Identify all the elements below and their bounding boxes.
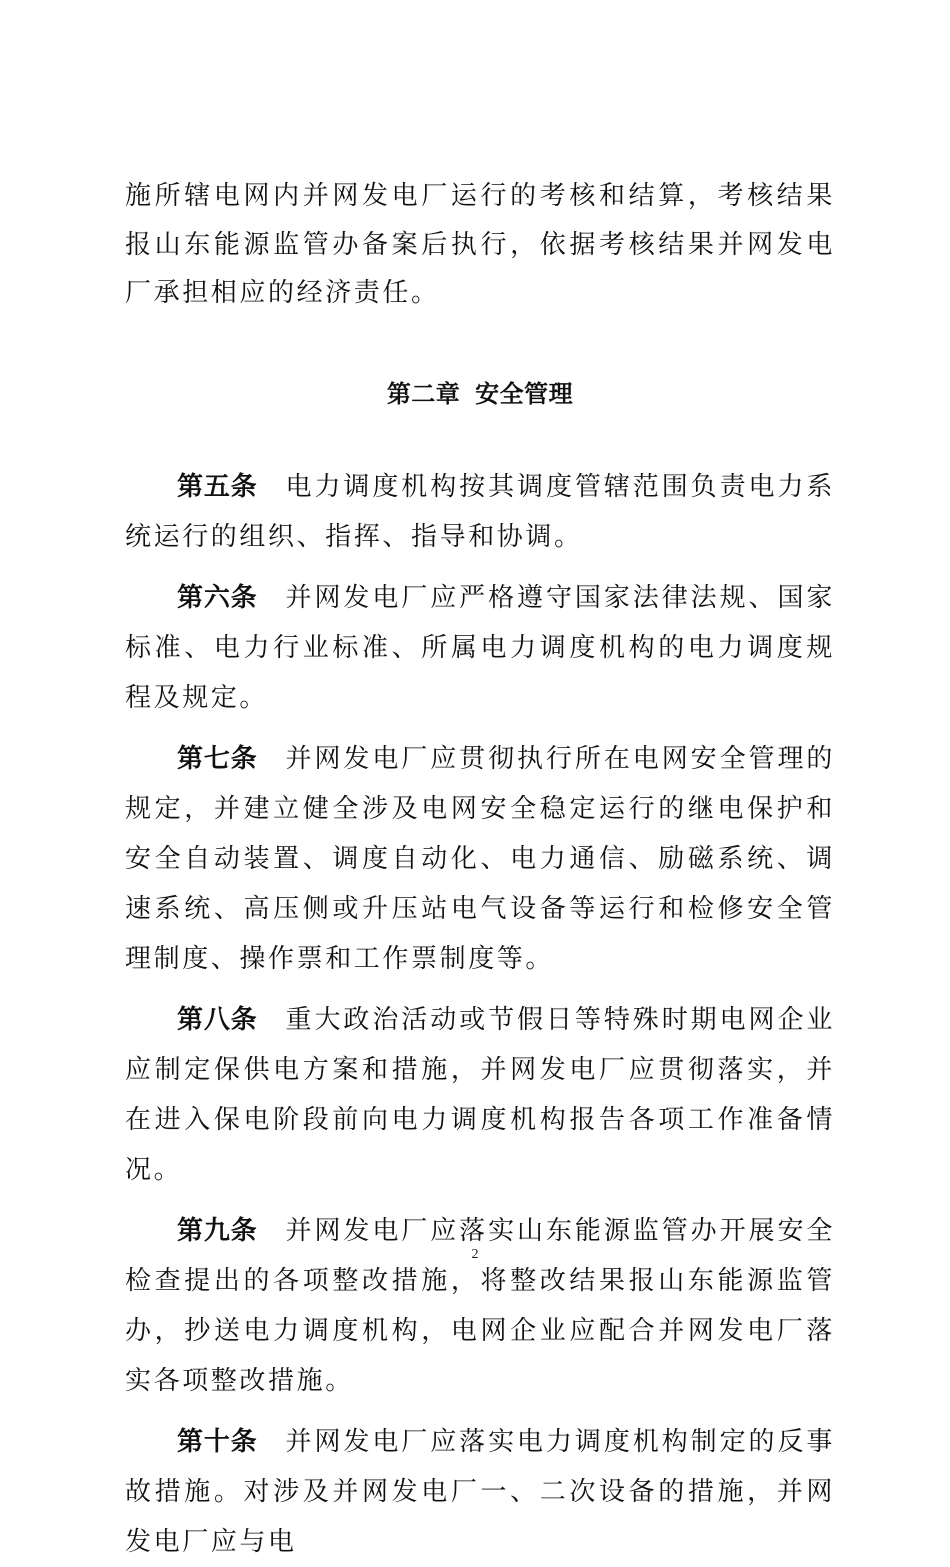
article-text: 电力调度机构按其调度管辖范围负责电力系统运行的组织、指挥、指导和协调。 — [125, 471, 835, 552]
article-9 — [125, 1206, 835, 1406]
article-number: 第五条 — [177, 471, 258, 502]
article-10 — [125, 1417, 835, 1567]
article-text: 并网发电厂应贯彻执行所在电网安全管理的规定，并建立健全涉及电网安全稳定运行的继电保护和安全自动装置、调度自动化、电力通信、励磁系统、调速系统、高压侧或升压站电气设备等运行和检修安全管理制度、操作票和工作票制度等。 — [125, 743, 835, 974]
article-7 — [125, 734, 835, 984]
article-number: 第九条 — [177, 1215, 258, 1246]
article-8 — [125, 995, 835, 1195]
article-text: 并网发电厂应落实山东能源监管办开展安全检查提出的各项整改措施，将整改结果报山东能源监管办，抄送电力调度机构，电网企业应配合并网发电厂落实各项整改措施。 — [125, 1215, 835, 1396]
page-number: 2 — [471, 1247, 479, 1262]
continuation-paragraph: 施所辖电网内并网发电厂运行的考核和结算，考核结果报山东能源监管办备案后执行，依据考核结果并网发电厂承担相应的经济责任。 — [125, 181, 835, 308]
article-number: 第六条 — [177, 582, 258, 613]
article-text: 并网发电厂应严格遵守国家法律法规、国家标准、电力行业标准、所属电力调度机构的电力调度规程及规定。 — [125, 582, 835, 713]
article-number: 第十条 — [177, 1426, 258, 1457]
article-6 — [125, 573, 835, 723]
article-number: 第八条 — [177, 1004, 258, 1035]
page-body — [125, 172, 835, 1567]
chapter-title: 第二章 安全管理 — [386, 379, 574, 408]
article-5 — [125, 462, 835, 562]
article-text: 并网发电厂应落实电力调度机构制定的反事故措施。对涉及并网发电厂一、二次设备的措施，并网发电厂应与电 — [125, 1426, 835, 1557]
article-text: 重大政治活动或节假日等特殊时期电网企业应制定保供电方案和措施，并网发电厂应贯彻落实，并在进入保电阶段前向电力调度机构报告各项工作准备情况。 — [125, 1004, 835, 1185]
article-number: 第七条 — [177, 743, 258, 774]
